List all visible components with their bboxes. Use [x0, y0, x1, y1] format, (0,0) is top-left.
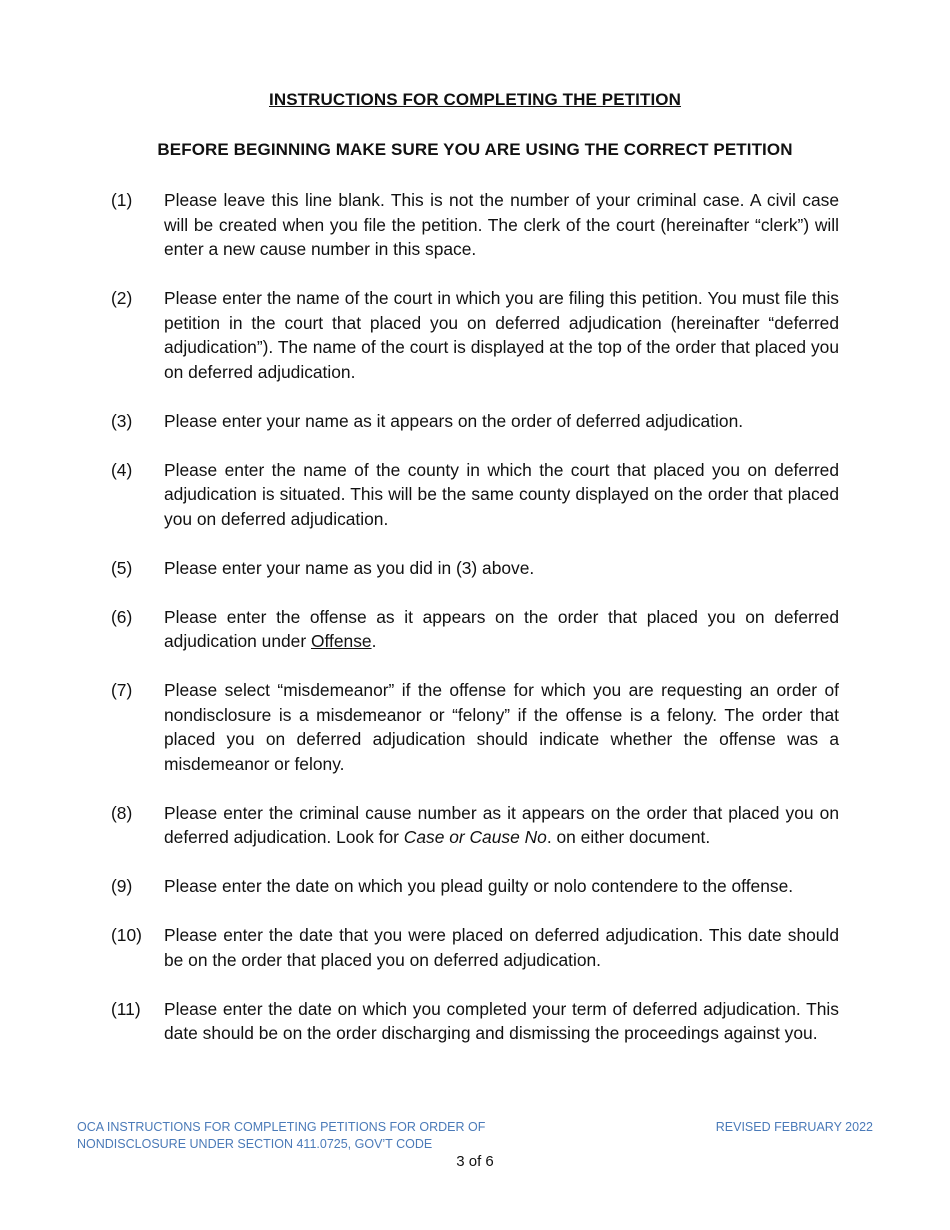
- item-number: (6): [111, 606, 133, 627]
- item-text: Please enter the date that you were placed on deferred adjudication. This date should be on the order that placed you on deferred adjudication.: [164, 925, 839, 970]
- instruction-item-2: [111, 286, 839, 384]
- item-text: Please enter the date on which you plead guilty or nolo contendere to the offense.: [164, 876, 794, 896]
- instruction-item-11: [111, 997, 839, 1046]
- item-number: (4): [111, 459, 133, 480]
- item-number: (3): [111, 410, 133, 431]
- item-text-part: .: [371, 631, 377, 651]
- item-text: Please leave this line blank. This is not the number of your criminal case. A civil case will be created when you file the petition. The clerk of the court (hereinafter “clerk”) will enter a new cause number in this space.: [164, 190, 839, 259]
- item-text: [164, 801, 839, 850]
- item-number: (11): [111, 998, 141, 1019]
- instruction-item-3: [111, 409, 839, 434]
- item-text: Please enter the name of the court in which you are filing this petition. You must file this petition in the court that placed you on deferred adjudication (hereinafter “deferred adjudication”). The name of the court is displayed at the top of the order that placed you on deferred adjudication.: [164, 288, 839, 382]
- instruction-item-8: [111, 801, 839, 850]
- item-number: (1): [111, 190, 133, 210]
- item-text: Please select “misdemeanor” if the offense for which you are requesting an order of nondisclosure is a misdemeanor or “felony” if the offense is a felony. The order that placed you on deferred adjudication should indicate whether the offense was a misdemeanor or felony.: [164, 680, 839, 774]
- item-number: (8): [111, 802, 133, 823]
- item-number: (10): [111, 925, 142, 945]
- footer-title-line-1: OCA INSTRUCTIONS FOR COMPLETING PETITIONS FOR ORDER OF: [77, 1120, 486, 1134]
- footer-revision-date: REVISED FEBRUARY 2022: [715, 1120, 873, 1134]
- instruction-item-10: [111, 923, 839, 972]
- item-text: Please enter your name as it appears on the order of deferred adjudication.: [164, 410, 744, 431]
- offense-label: Offense: [310, 631, 372, 651]
- instruction-item-9: [111, 874, 839, 899]
- instruction-item-6: [111, 605, 839, 654]
- footer-title-line-2: NONDISCLOSURE UNDER SECTION 411.0725, GOV’T CODE: [77, 1137, 433, 1151]
- item-text-part: . on either document.: [546, 827, 711, 847]
- item-number: (7): [111, 680, 133, 700]
- item-number: (2): [111, 288, 133, 308]
- item-text: Please enter the name of the county in which the court that placed you on deferred adjudication is situated. This will be the same county displayed on the order that placed you on deferred adjudication.: [164, 459, 839, 529]
- instruction-item-1: [111, 188, 839, 262]
- item-number: (9): [111, 876, 133, 896]
- instruction-list: [111, 188, 839, 1070]
- page-title: INSTRUCTIONS FOR COMPLETING THE PETITION: [269, 90, 681, 109]
- item-text-part: Please enter the criminal cause number as it appears on the order that placed you on deferred adjudication. Look for: [164, 802, 839, 847]
- instruction-item-7: [111, 678, 839, 776]
- item-text: Please enter the date on which you completed your term of deferred adjudication. This date should be on the order discharging and dismissing the proceedings against you.: [164, 998, 839, 1043]
- item-text-part: Please enter the offense as it appears on the order that placed you on deferred adjudication under: [164, 606, 839, 651]
- item-number: (5): [111, 557, 133, 578]
- instruction-item-4: [111, 458, 839, 532]
- footer-document-title: [77, 1119, 485, 1153]
- page-subtitle: BEFORE BEGINNING MAKE SURE YOU ARE USING THE CORRECT PETITION: [157, 140, 793, 159]
- page-number: 3 of 6: [456, 1153, 494, 1170]
- instruction-item-5: [111, 556, 839, 581]
- item-text: Please enter your name as you did in (3) above.: [164, 557, 535, 578]
- case-number-label: Case or Cause No: [403, 827, 547, 847]
- item-text: [164, 605, 839, 654]
